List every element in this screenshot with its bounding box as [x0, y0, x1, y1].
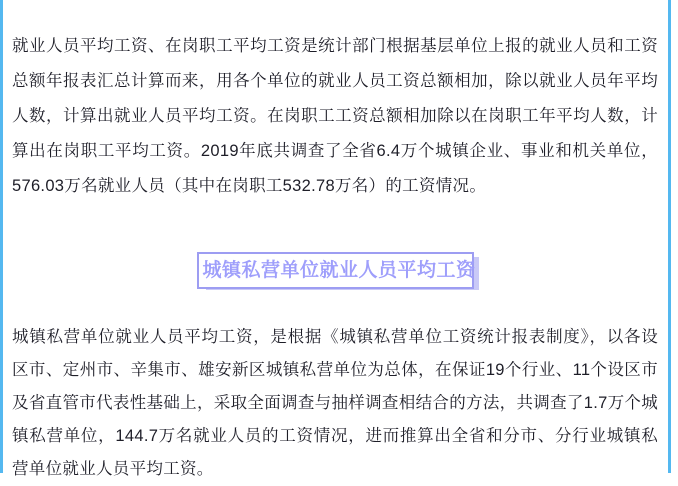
article-content [3, 0, 668, 478]
intro-paragraph: 就业人员平均工资、在岗职工平均工资是统计部门根据基层单位上报的就业人员和工资总额年报表汇总计算而来，用各个单位的就业人员工资总额相加，除以就业人员年平均人数，计算出就业人员平均工资。在岗职工工资总额相加除以在岗职工年平均人数，计算出在岗职工平均工资。2019年底共调查了全省6.4万个城镇企业、事业和机关单位，576.03万名就业人员（其中在岗职工532.78万名）的工资情况。 [12, 37, 658, 195]
section-title-box [197, 252, 474, 289]
page-right-border [668, 0, 671, 473]
body-paragraph: 城镇私营单位就业人员平均工资，是根据《城镇私营单位工资统计报表制度》，以各设区市、定州市、辛集市、雄安新区城镇私营单位为总体，在保证19个行业、11个设区市及省直管市代表性基础上，采取全面调查与抽样调查相结合的方法，共调查了1.7万个城镇私营单位，144.7万名就业人员的工资情况，进而推算出全省和分市、分行业城镇私营单位就业人员平均工资。 [12, 328, 658, 478]
section-title-row [12, 252, 658, 289]
section-title: 城镇私营单位就业人员平均工资 [202, 260, 476, 281]
